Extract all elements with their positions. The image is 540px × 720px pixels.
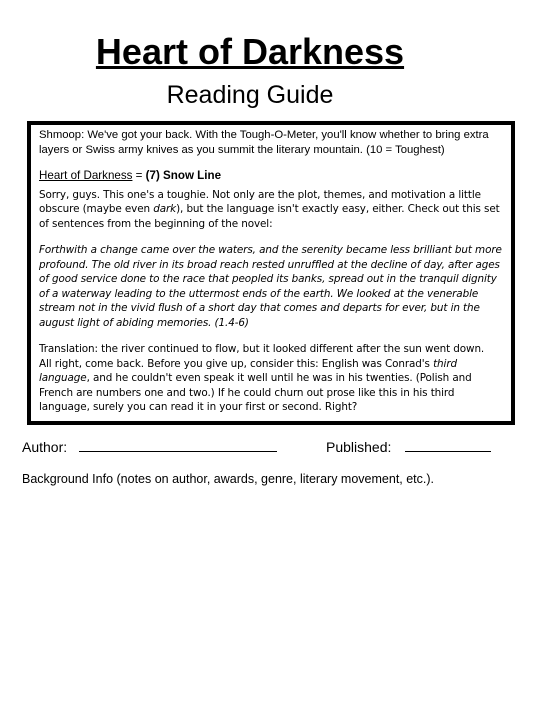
document-title: Heart of Darkness	[95, 31, 405, 72]
document-subtitle: Reading Guide	[166, 81, 334, 109]
shmoop-intro-text: Shmoop: We've got your back. With the Tough-O-Meter, you'll know whether to bring extra layers or Swiss army knives as you summit the literary mountain. (10 = Toughest)	[39, 129, 489, 156]
shmoop-info-box	[27, 121, 515, 425]
background-info-label: Background Info (notes on author, awards, genre, literary movement, etc.).	[22, 472, 435, 486]
difficulty-text-b: ), but the language isn't exactly easy, either. Check out this set of sentences from the beginning of the novel:	[39, 203, 500, 230]
translation-text: Translation: the river continued to flow, but it looked different after the sun went down.	[39, 343, 485, 355]
quote-text: Forthwith a change came over the waters, and the serenity became less brilliant but more profound. The old river in its broad reach rested unruffled at the decline of day, after ages of good service done to the race that peopled its banks, spread out in the tranquil dignity of a waterway leading to the uttermost ends of the earth. We looked at the venerable stream not in the vivid flush of a short day that comes and departs for ever, but in the august light of abiding memories.	[39, 244, 502, 329]
author-label: Author:	[22, 439, 68, 455]
encouragement-text-b: , and he couldn't even speak it well until he was in his twenties. (Polish and French are numbers one and two.) If he could churn out prose like this in his third language, surely you can read it in your first or second. Right?	[39, 372, 472, 413]
rating-equals: =	[132, 169, 146, 182]
author-blank-line[interactable]	[79, 439, 277, 452]
difficulty-text-a: Sorry, guys. This one's a toughie. Not only are the plot, themes, and motivation a little obscure (maybe even	[39, 188, 481, 215]
encouragement-text-a: All right, come back. Before you give up, consider this: English was Conrad's	[39, 357, 434, 370]
encouragement-text-italic: third language	[39, 357, 457, 384]
novel-quote	[39, 243, 503, 330]
difficulty-paragraph	[39, 188, 503, 232]
difficulty-text-dark: dark	[153, 203, 177, 215]
published-blank-line[interactable]	[405, 439, 491, 452]
rating-book-title: Heart of Darkness	[39, 169, 133, 182]
published-label: Published:	[326, 439, 392, 455]
author-field	[22, 438, 277, 456]
rating-score: (7) Snow Line	[145, 169, 222, 182]
published-field	[326, 438, 491, 456]
encouragement-paragraph	[39, 357, 503, 415]
tough-o-meter-rating	[39, 169, 503, 184]
quote-citation: (1.4-6)	[211, 316, 249, 329]
